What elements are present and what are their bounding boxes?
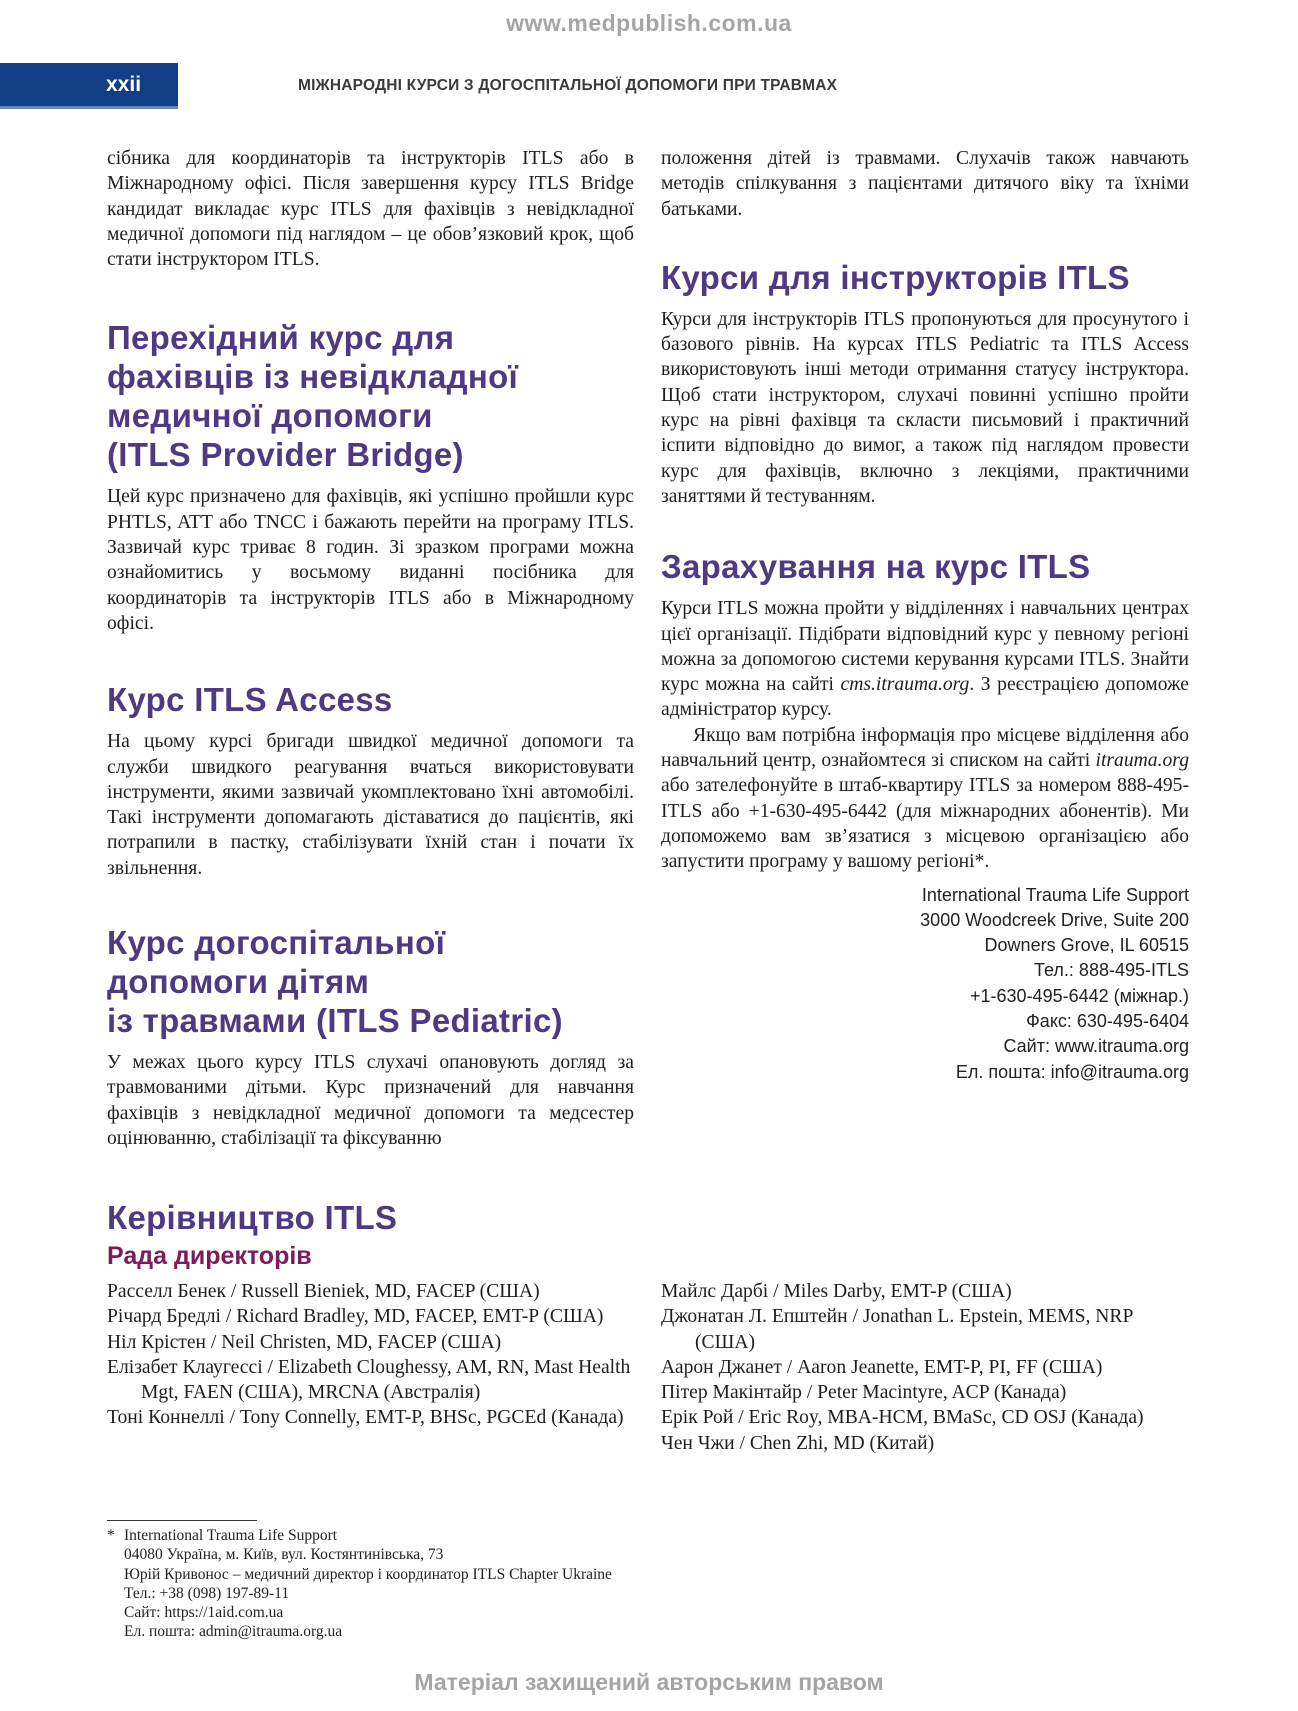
pediatric-paragraph: У межах цього курсу ITLS слухачі опановують догляд за травмованими дітьми. Курс призначений для навчання фахівців з невідкладної медичної допомоги та медсестер оцінюванню, стабілізації та фіксуванню	[107, 1052, 634, 1149]
director-item: Пітер Макінтайр / Peter Macintyre, ACP (Канада)	[661, 1382, 1067, 1404]
leadership-section	[107, 1198, 1189, 1479]
director-item: Ерік Рой / Eric Roy, MBA-HCM, BMaSc, CD OSJ (Канада)	[661, 1407, 1144, 1429]
footnote-line: Ел. пошта: admin@itrauma.org.ua	[124, 1623, 343, 1641]
itrauma-link: itrauma.org	[1095, 750, 1189, 772]
director-item: Джонатан Л. Епштейн / Jonathan L. Epstein, MEMS, NRP (США)	[661, 1306, 1133, 1353]
address-line: Сайт: www.itrauma.org	[1003, 1036, 1189, 1057]
footnote-lines	[124, 1526, 907, 1642]
enrollment-paragraph-1: Курси ITLS можна пройти у відділеннях і навчальних центрах цієї організації. Підібрати відповідний курс у певному регіоні можна за допомогою системи керування курсами ITLS. Знайти курс можна на сайті cms.itrauma.org. З реєстрацією допоможе адміністратор курсу.	[661, 598, 1189, 721]
left-column	[107, 146, 634, 1151]
director-item: Майлс Дарбі / Miles Darby, EMT-P (США)	[661, 1281, 1012, 1302]
footnote-line: Сайт: https://1aid.com.ua	[124, 1604, 284, 1622]
director-item: Чен Чжи / Chen Zhi, MD (Китай)	[661, 1432, 935, 1454]
section-heading-bridge	[107, 318, 634, 474]
heading-line: фахівців із невідкладної	[107, 358, 519, 396]
directors-list	[107, 1279, 1189, 1479]
address-line: +1-630-495-6442 (міжнар.)	[970, 985, 1189, 1006]
heading-line: із травмами (ITLS Pediatric)	[107, 1002, 563, 1040]
address-line: 3000 Woodcreek Drive, Suite 200	[920, 909, 1189, 930]
section-heading-pediatric	[107, 923, 634, 1040]
heading-line: Курс догоспітальної	[107, 924, 446, 962]
section-heading-instructors: Курси для інструкторів ITLS	[661, 258, 1130, 296]
footnote	[107, 1526, 907, 1642]
footnote-line: International Trauma Life Support	[124, 1527, 338, 1544]
address-line: International Trauma Life Support	[921, 884, 1189, 905]
heading-line: (ITLS Provider Bridge)	[107, 436, 464, 474]
heading-line: допомоги дітям	[107, 963, 370, 1001]
director-item: Річард Бредлі / Richard Bradley, MD, FACEP, EMT-P (США)	[107, 1306, 604, 1328]
director-item: Елізабет Клаугессі / Elizabeth Cloughessy, AM, RN, Mast Health Mgt, FAEN (США), MRCNA (Австралія)	[107, 1356, 631, 1404]
footnote-line: 04080 Україна, м. Київ, вул. Костянтинівська, 73	[124, 1546, 444, 1564]
footnote-line: Юрій Кривонос – медичний директор і координатор ITLS Chapter Ukraine	[124, 1565, 612, 1583]
watermark-top: www.medpublish.com.ua	[506, 10, 792, 36]
heading-line: медичної допомоги	[107, 397, 433, 435]
footnote-line: Тел.: +38 (098) 197-89-11	[124, 1584, 290, 1602]
leadership-heading: Керівництво ITLS	[107, 1199, 398, 1236]
director-item: Аарон Джанет / Aaron Jeanette, EMT-P, PI, FF (США)	[661, 1356, 1103, 1378]
heading-line: Перехідний курс для	[107, 319, 455, 357]
address-line: Факс: 630-495-6404	[1026, 1011, 1189, 1032]
footnote-marker: *	[107, 1527, 115, 1544]
director-item: Ніл Крістен / Neil Christen, MD, FACEP (США)	[107, 1331, 502, 1353]
bridge-paragraph: Цей курс призначено для фахівців, які успішно пройшли курс PHTLS, ATT або TNCC і бажають перейти на програму ITLS. Зазвичай курс триває 8 годин. Зі зразком програми можна ознайомитись у восьмому виданні посібника для координаторів та інструкторів ITLS або в Міжнародному офісі.	[107, 486, 634, 634]
running-title: МІЖНАРОДНІ КУРСИ З ДОГОСПІТАЛЬНОЇ ДОПОМОГИ ПРИ ТРАВМАХ	[298, 77, 838, 94]
directors-left-column	[107, 1279, 647, 1431]
right-column	[661, 146, 1189, 1085]
intro-paragraph: сібника для координаторів та інструкторів ITLS або в Міжнародному офісі. Після завершення курсу ITLS Bridge кандидат викладає курс ITLS для фахівців з невідкладної медичної допомоги під наглядом – це обов’язковий крок, щоб стати інструктором ITLS.	[107, 148, 634, 271]
page-number: xxii	[106, 73, 142, 96]
director-item: Расселл Бенек / Russell Bieniek, MD, FACEP (США)	[107, 1281, 540, 1302]
section-heading-access: Курс ITLS Access	[107, 681, 393, 719]
footnote-divider	[107, 1520, 257, 1521]
instructors-paragraph: Курси для інструкторів ITLS пропонуються для просунутого і базового рівнів. На курсах ITLS Pediatric та ITLS Access використовують інші методи отримання статусу інструктора. Щоб стати інструктором, слухачі повинні успішно пройти курс на рівні фахівця та скласти письмовий і практичний іспити відповідно до вимог, а також під наглядом провести курс для фахівців, включно з лекціями, практичними заняттями й тестуванням.	[661, 308, 1189, 507]
address-line: Тел.: 888-495-ITLS	[1034, 960, 1189, 981]
watermark-bottom: Матеріал захищений авторським правом	[414, 1669, 884, 1695]
enrollment-paragraph-2: Якщо вам потрібна інформація про місцеве відділення або навчальний центр, ознайомтеся зі списком на сайті itrauma.org або зателефонуйте в штаб-квартиру ITLS за номером 888-495-ITLS або +1-630-495-6442 (для міжнародних абонентів). Ми допоможемо вам зв’язатися з місцевою організацією або запустити програму у вашому регіоні*.	[661, 724, 1189, 873]
board-subheading: Рада директорів	[107, 1242, 312, 1270]
cms-link: cms.itrauma.org	[840, 674, 970, 696]
address-line: Ел. пошта: info@itrauma.org	[955, 1061, 1189, 1082]
page-number-bar	[0, 63, 178, 109]
directors-right-column	[661, 1279, 1191, 1456]
section-heading-enrollment: Зарахування на курс ITLS	[661, 548, 1091, 586]
continuation-paragraph: положення дітей із травмами. Слухачів також навчають методів спілкування з пацієнтами дитячого віку та їхніми батьками.	[661, 148, 1189, 220]
address-block	[661, 883, 1189, 1085]
access-paragraph: На цьому курсі бригади швидкої медичної допомоги та служби швидкого реагування вчаться використовувати інструменти, якими зазвичай укомплектовано їхні автомобілі. Такі інструменти допомагають діставатися до пацієнтів, які потрапили в пастку, стабілізувати їхній стан і почати їх звільнення.	[107, 731, 634, 879]
address-line: Downers Grove, IL 60515	[984, 935, 1189, 956]
director-item: Тоні Коннеллі / Tony Connelly, EMT-P, BHSc, PGCEd (Канада)	[107, 1407, 624, 1429]
